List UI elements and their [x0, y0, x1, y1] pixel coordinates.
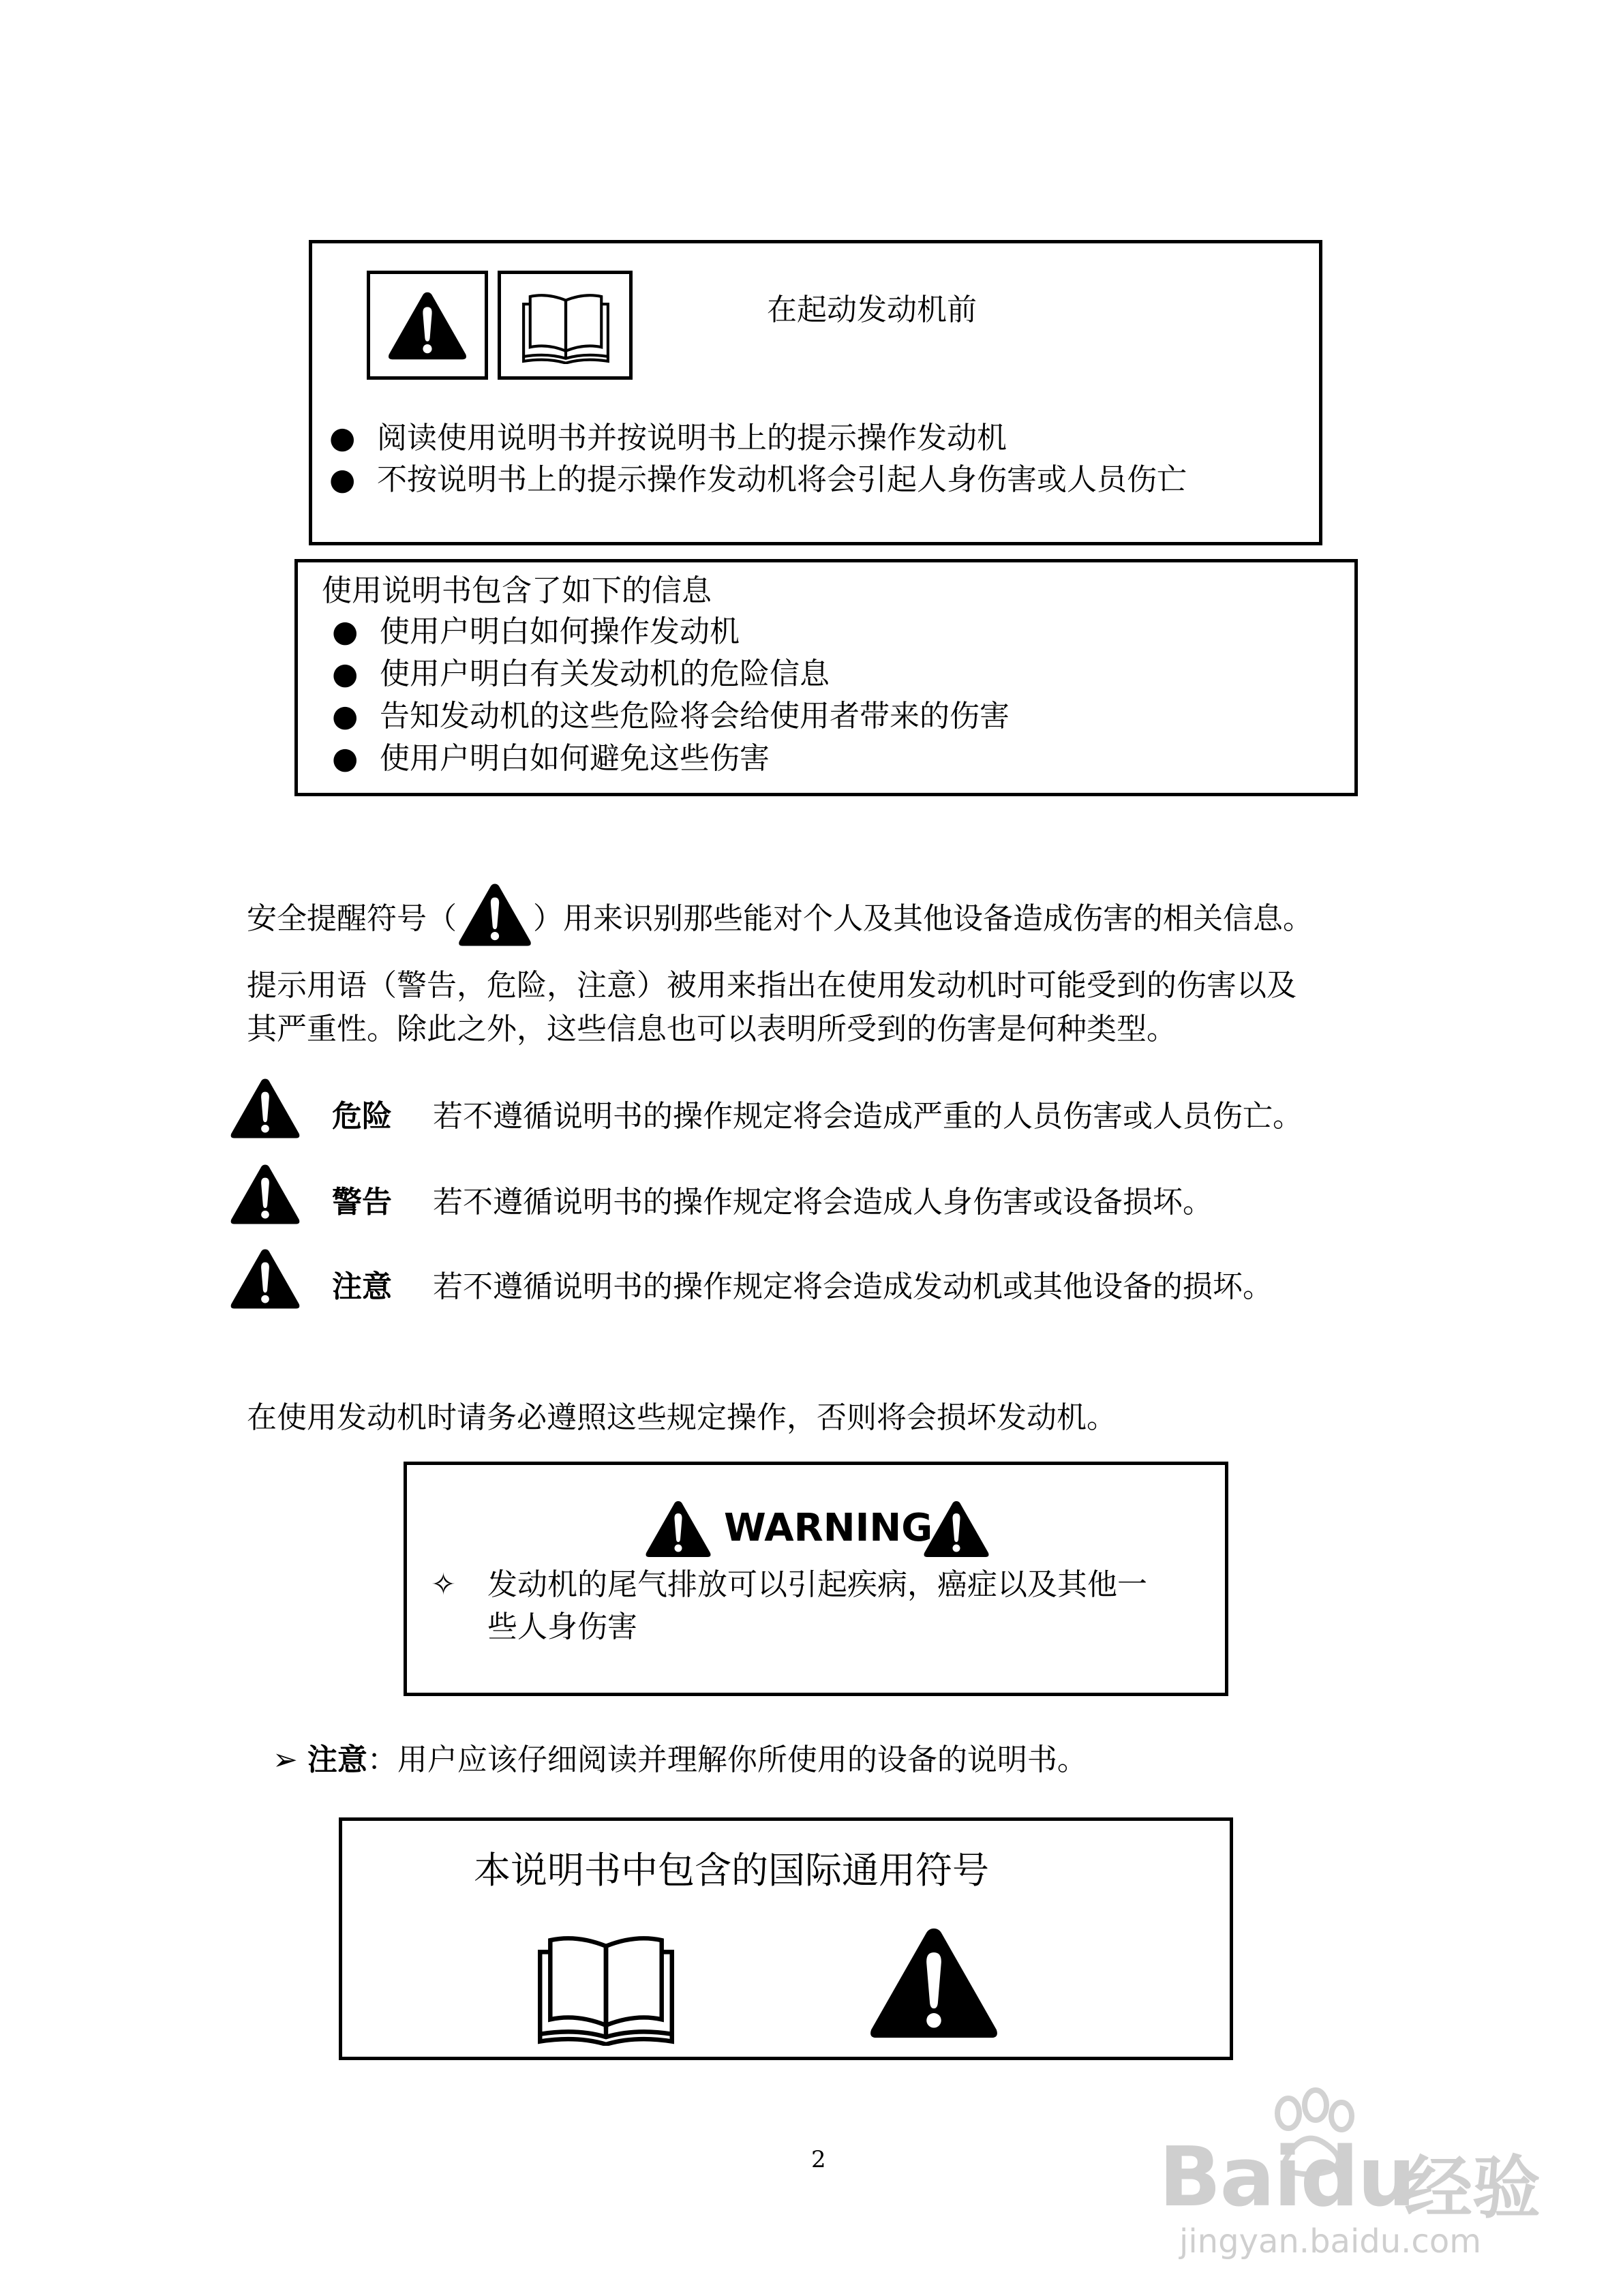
note-line: [273, 1740, 1087, 1781]
note-text: ：用户应该仔细阅读并理解你所使用的设备的说明书。: [367, 1742, 1087, 1777]
list-item: ● 使用户明白如何操作发动机: [332, 614, 740, 649]
warning-text-line2: 些人身伤害: [487, 1610, 637, 1644]
list-item: ● 阅读使用说明书并按说明书上的提示操作发动机: [329, 421, 1007, 455]
watermark-brand: Baidu: [1159, 2130, 1414, 2225]
caution-triangle-icon: [229, 1245, 301, 1313]
warning-triangle-icon: [386, 289, 468, 363]
warning-title: WARNING: [724, 1506, 933, 1550]
page-number: 2: [811, 2146, 826, 2173]
watermark-url: jingyan.baidu.com: [1179, 2222, 1481, 2261]
manual-info-box: [294, 559, 1358, 796]
level-text-caution: 若不遵循说明书的操作规定将会造成发动机或其他设备的损坏。: [433, 1269, 1273, 1304]
exhaust-warning-box: [404, 1462, 1228, 1696]
start-warning-box: [309, 240, 1322, 545]
level-label-danger: 危险: [332, 1099, 392, 1134]
open-book-icon: [532, 1929, 680, 2046]
safety-symbol-paragraph: 安全提醒符号（ ）用来识别那些能对个人及其他设备造成伤害的相关信息。: [247, 881, 1313, 949]
note-label: 注意: [307, 1742, 367, 1777]
box2-heading: 使用说明书包含了如下的信息: [322, 573, 712, 608]
warning-text-line1: 发动机的尾气排放可以引起疾病，癌症以及其他一: [487, 1567, 1147, 1602]
open-book-icon: [515, 289, 617, 364]
symbols-box-title: 本说明书中包含的国际通用符号: [474, 1849, 989, 1892]
danger-triangle-icon: [229, 1074, 301, 1143]
signal-terms-line2: 其严重性。除此之外，这些信息也可以表明所受到的伤害是何种类型。: [247, 1012, 1177, 1046]
box1-title: 在起动发动机前: [767, 292, 977, 327]
level-text-danger: 若不遵循说明书的操作规定将会造成严重的人员伤害或人员伤亡。: [433, 1099, 1303, 1134]
list-item: ● 不按说明书上的提示操作发动机将会引起人身伤害或人员伤亡: [329, 462, 1187, 497]
icon-frame-warning: [367, 271, 488, 380]
warning-triangle-icon: [644, 1495, 712, 1563]
baidu-watermark: [1159, 2086, 1595, 2261]
note-arrow-icon: ➢: [273, 1742, 298, 1777]
international-symbols-box: [339, 1817, 1233, 2060]
warning-triangle-icon: [922, 1495, 990, 1563]
list-item: ● 告知发动机的这些危险将会给使用者带来的伤害: [332, 699, 1010, 734]
list-item: ● 使用户明白有关发动机的危险信息: [332, 656, 830, 691]
warning-triangle-icon: [867, 1923, 1001, 2043]
signal-terms-line1: 提示用语（警告，危险，注意）被用来指出在使用发动机时可能受到的伤害以及: [247, 968, 1296, 1003]
icon-frame-book: [498, 271, 633, 380]
warning-bullet-symbol: ✧: [431, 1567, 456, 1602]
warning-triangle-icon: [457, 881, 533, 949]
watermark-cn: 经验: [1404, 2148, 1541, 2228]
level-label-warning: 警告: [332, 1185, 392, 1220]
level-text-warning: 若不遵循说明书的操作规定将会造成人身伤害或设备损坏。: [433, 1185, 1213, 1220]
warning-level-triangle-icon: [229, 1160, 301, 1228]
list-item: ● 使用户明白如何避免这些伤害: [332, 741, 770, 776]
obey-rules-paragraph: 在使用发动机时请务必遵照这些规定操作，否则将会损坏发动机。: [247, 1400, 1117, 1435]
level-label-caution: 注意: [332, 1269, 392, 1304]
